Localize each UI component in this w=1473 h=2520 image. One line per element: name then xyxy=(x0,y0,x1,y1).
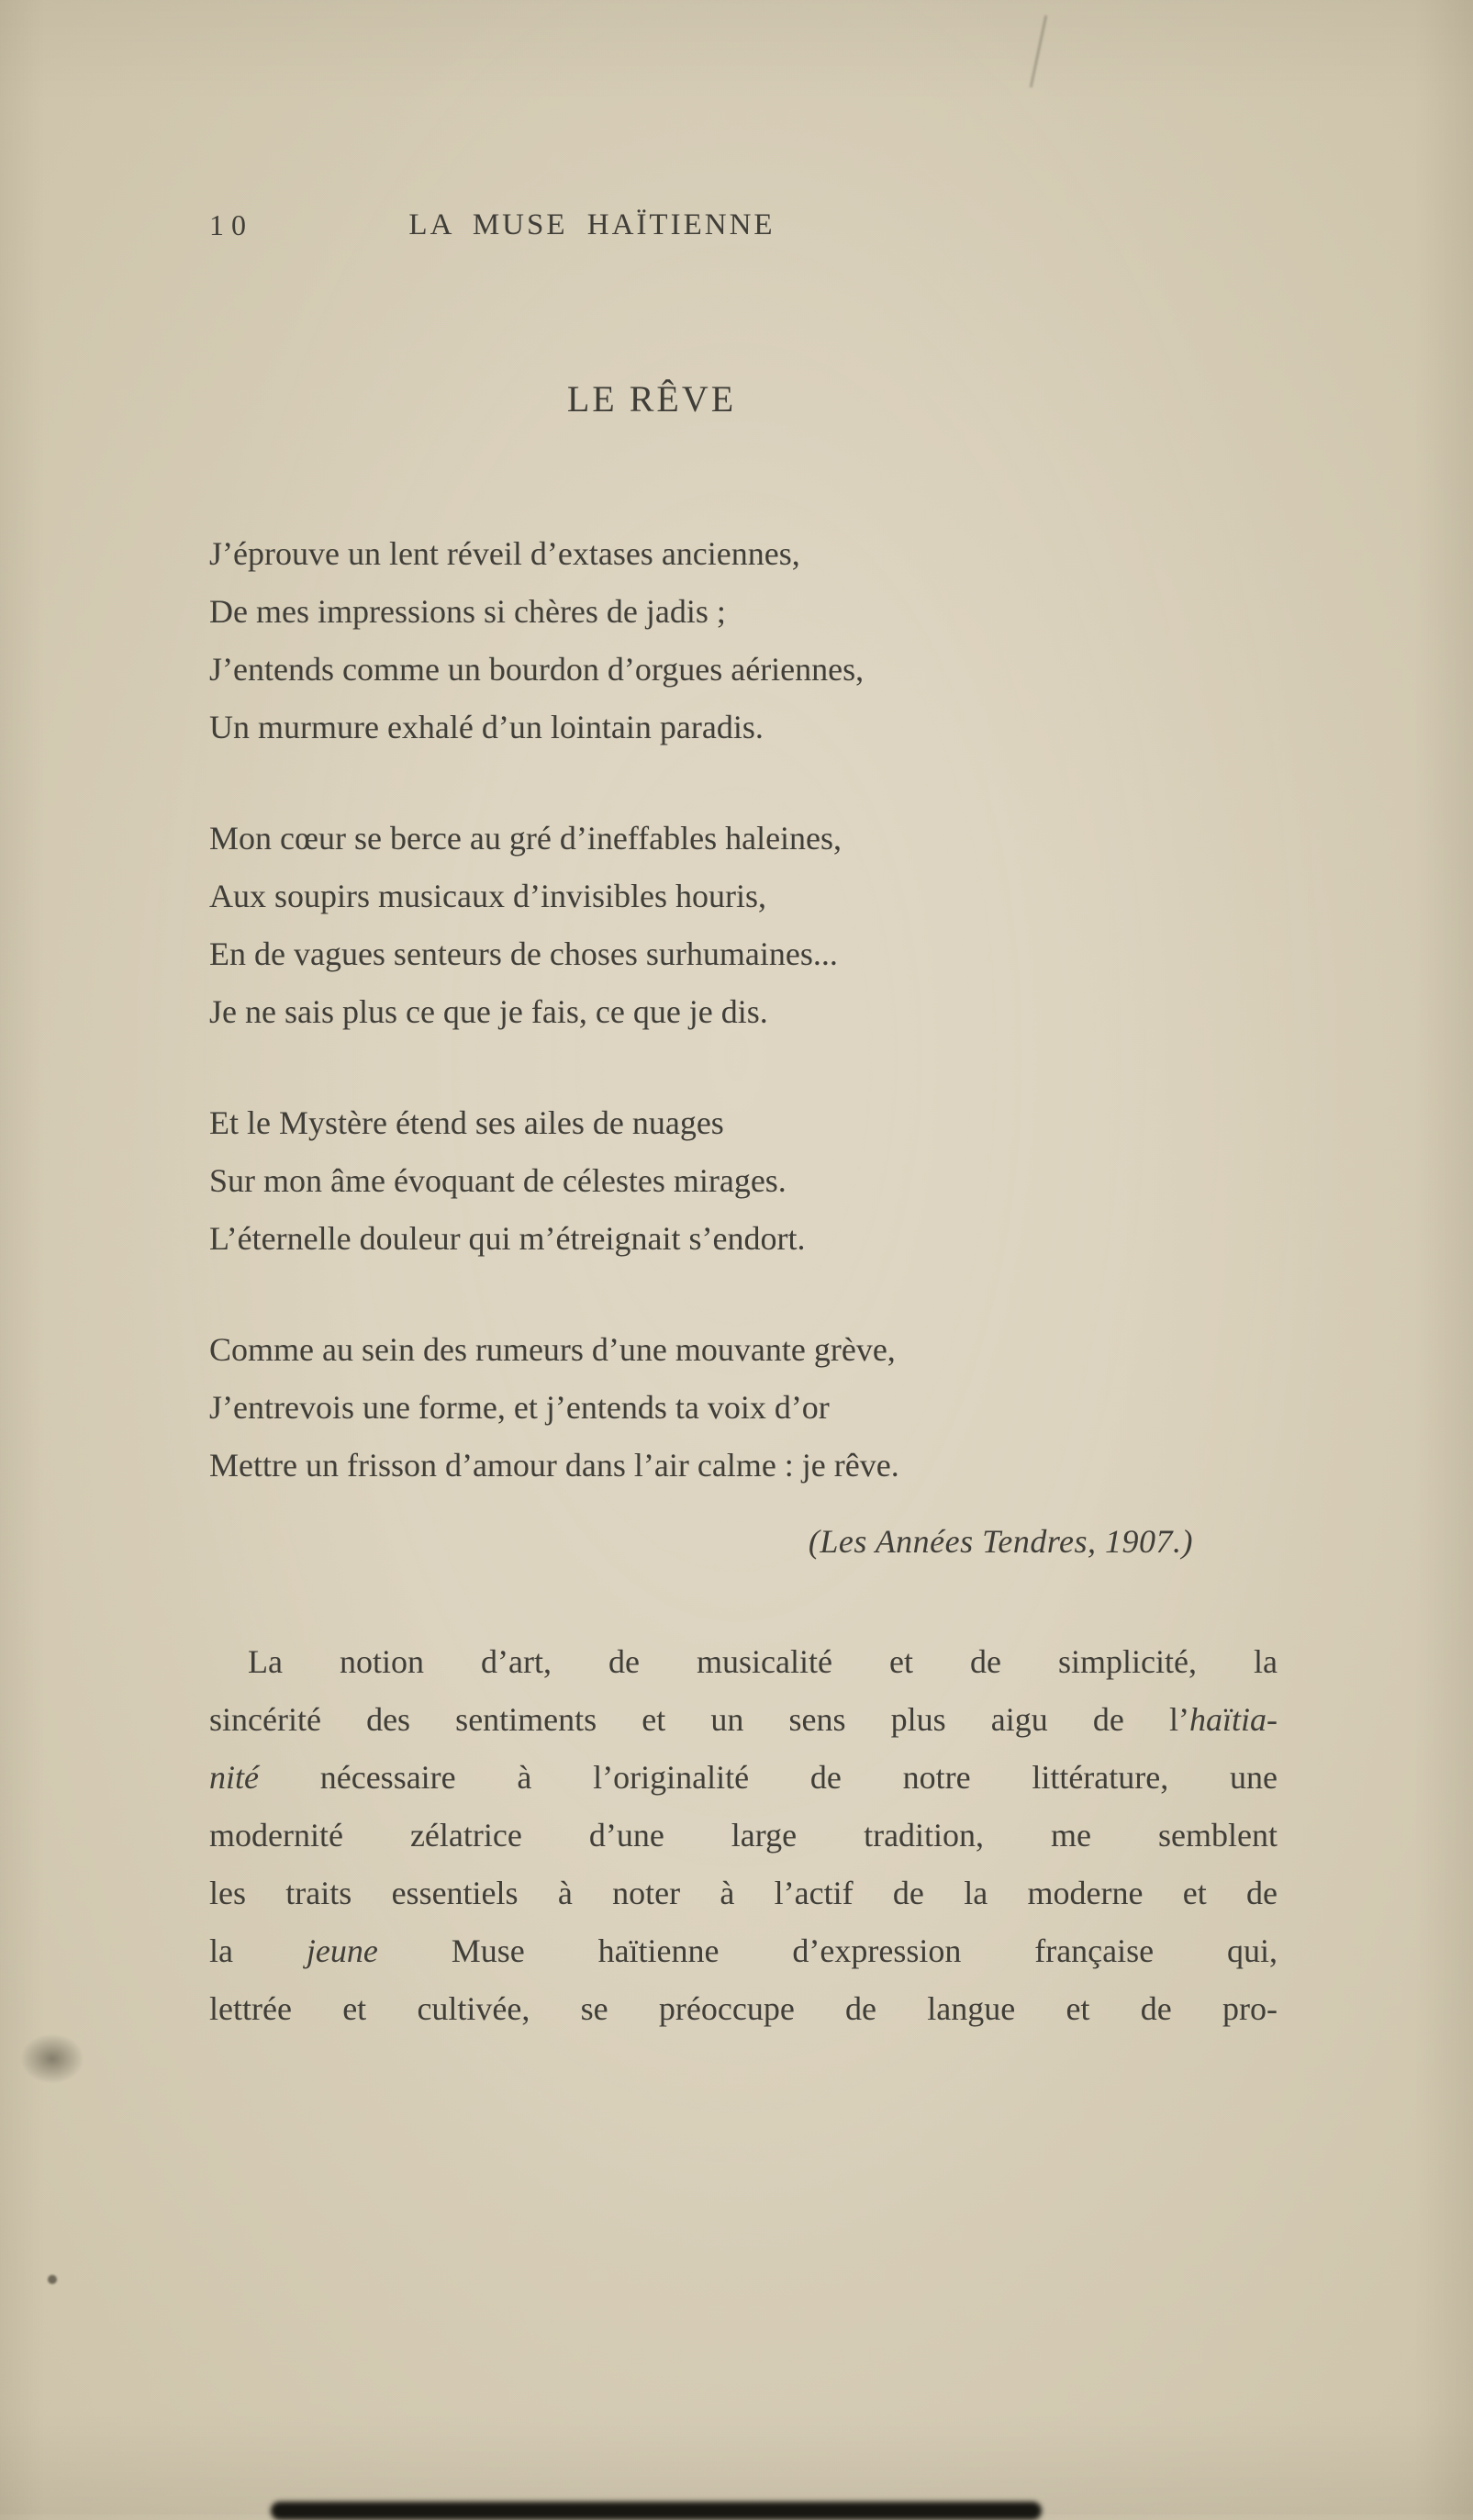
attribution-text: (Les Années Tendres, 1907.) xyxy=(808,1523,1193,1560)
scan-edge-artifact xyxy=(271,2502,1042,2520)
prose-line xyxy=(209,1691,1278,1749)
poem-line: En de vagues senteurs de choses surhumaines... xyxy=(209,935,838,972)
stanza-2 xyxy=(209,810,1278,1041)
prose-text: Muse haïtienne d’expression française qui, xyxy=(377,1932,1278,1969)
stanza-4 xyxy=(209,1321,1278,1495)
prose-text: modernité zélatrice d’une large tradition, me semblent xyxy=(209,1817,1278,1854)
poem-line: Un murmure exhalé d’un lointain paradis. xyxy=(209,709,764,745)
poem-line: Je ne sais plus ce que je fais, ce que je dis. xyxy=(209,993,768,1030)
scan-smudge-artifact xyxy=(20,2033,84,2084)
poem-line: De mes impressions si chères de jadis ; xyxy=(209,593,726,630)
prose-text: lettrée et cultivée, se préoccupe de langue et de pro- xyxy=(209,1990,1278,2027)
poem-line: J’entends comme un bourdon d’orgues aériennes, xyxy=(209,651,865,688)
prose-text: la xyxy=(209,1932,307,1969)
prose-italic-text: jeune xyxy=(306,1932,378,1969)
page-number: 10 xyxy=(209,208,253,241)
prose-line xyxy=(209,1749,1278,1807)
poem-line: Et le Mystère étend ses ailes de nuages xyxy=(209,1104,724,1141)
prose-paragraph xyxy=(209,1633,1278,2038)
poem-line: Aux soupirs musicaux d’invisibles houris, xyxy=(209,878,766,914)
prose-line xyxy=(209,1633,1278,1691)
prose-line xyxy=(209,1807,1278,1865)
prose-text: sincérité des sentiments et un sens plus aigu de l’ xyxy=(209,1701,1189,1738)
page-header xyxy=(209,207,1278,243)
prose-line xyxy=(209,1922,1278,1980)
poem-line: Mon cœur se berce au gré d’ineffables haleines, xyxy=(209,820,843,857)
poem-attribution xyxy=(209,1513,1278,1571)
poem-line: Mettre un frisson d’amour dans l’air calme : je rêve. xyxy=(209,1447,899,1484)
poem-line: J’entrevois une forme, et j’entends ta voix d’or xyxy=(209,1389,830,1426)
poem-line: Comme au sein des rumeurs d’une mouvante grève, xyxy=(209,1331,896,1368)
stanza-1 xyxy=(209,525,1278,756)
scan-speck-artifact xyxy=(48,2275,57,2284)
prose-italic-text: haïtia- xyxy=(1189,1701,1278,1738)
stanza-3 xyxy=(209,1094,1278,1268)
prose-line xyxy=(209,1865,1278,1922)
prose-text: La notion d’art, de musicalité et de simplicité, la xyxy=(248,1643,1278,1680)
running-head: LA MUSE HAÏTIENNE xyxy=(408,208,776,241)
prose-text: nécessaire à l’originalité de notre littérature, une xyxy=(258,1759,1278,1796)
poem-line: L’éternelle douleur qui m’étreignait s’endort. xyxy=(209,1220,806,1257)
poem-line: Sur mon âme évoquant de célestes mirages. xyxy=(209,1162,787,1199)
poem-line: J’éprouve un lent réveil d’extases anciennes, xyxy=(209,535,800,572)
prose-italic-text: nité xyxy=(209,1759,259,1796)
prose-line xyxy=(209,1980,1278,2038)
prose-text: les traits essentiels à noter à l’actif de la moderne et de xyxy=(209,1875,1278,1911)
poem-title: LE RÊVE xyxy=(566,378,737,420)
